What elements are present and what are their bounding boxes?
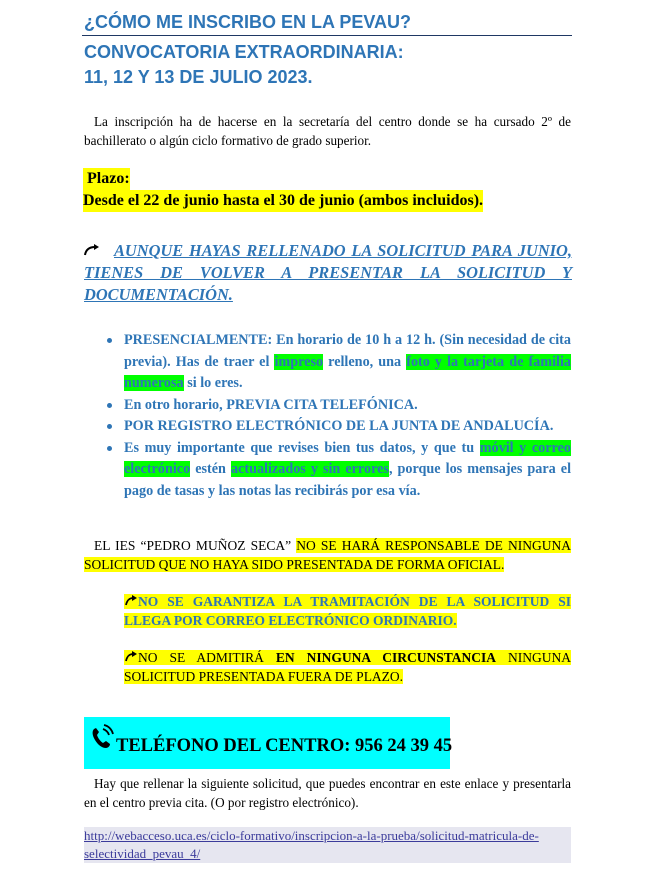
curved-arrow-icon <box>124 595 138 606</box>
phone-banner <box>84 717 453 769</box>
list-item-registro: POR REGISTRO ELECTRÓNICO DE LA JUNTA DE ANDALUCÍA. <box>105 416 571 438</box>
heading-line-1: ¿CÓMO ME INSCRIBO EN LA PEVAU? <box>84 12 412 32</box>
phone-number-text: TELÉFONO DEL CENTRO: 956 24 39 45 <box>116 736 453 756</box>
alert-heading-text: AUNQUE HAYAS RELLENADO LA SOLICITUD PARA JUNIO, TIENES DE VOLVER A PRESENTAR LA SOLICITUD Y DOCUMENTACIÓN. <box>84 241 572 304</box>
plazo-dates: Desde el 22 de junio hasta el 30 de junio (ambos incluidos). <box>83 190 483 212</box>
list-item-presencial: PRESENCIALMENTE: En horario de 10 h a 12 h. (Sin necesidad de cita previa). Has de traer el impreso relleno, una foto y la tarjeta de familia numerosa si lo eres. <box>105 330 571 395</box>
heading-line-3: 11, 12 Y 13 DE JULIO 2023. <box>84 67 313 87</box>
curved-arrow-icon <box>84 244 100 256</box>
bullet-dot <box>107 403 112 408</box>
warning-email: NO SE GARANTIZA LA TRAMITACIÓN DE LA SOLICITUD SI LLEGA POR CORREO ELECTRÓNICO ORDINARIO. <box>124 594 571 628</box>
plazo-label: Plazo: <box>83 168 130 190</box>
list-item-revisar-datos: Es muy importante que revises bien tus datos, y que tu móvil y correo electrónico estén actualizados y sin errores, porque los mensajes para el pago de tasas y las notas las recibirás por esa vía. <box>105 438 571 503</box>
heading-line-2: CONVOCATORIA EXTRAORDINARIA: <box>84 42 404 62</box>
list-item-otro-horario: En otro horario, PREVIA CITA TELEFÓNICA. <box>105 395 571 417</box>
curved-arrow-icon <box>124 651 138 662</box>
bullet-dot <box>107 424 112 429</box>
intro-paragraph: La inscripción ha de hacerse en la secretaría del centro donde se ha cursado 2º de bachillerato o algún ciclo formativo de grado superior. <box>84 114 571 148</box>
alert-heading-block <box>84 240 572 306</box>
warning-fuera-plazo: NO SE ADMITIRÁ EN NINGUNA CIRCUNSTANCIA NINGUNA SOLICITUD PRESENTADA FUERA DE PLAZO. <box>124 650 571 684</box>
footer-paragraph: Hay que rellenar la siguiente solicitud, que puedes encontrar en este enlace y presentarla en el centro previa cita. (O por registro electrónico). <box>84 776 571 810</box>
bullet-dot <box>107 446 112 451</box>
bullet-dot <box>107 338 112 343</box>
solicitud-link[interactable]: http://webacceso.uca.es/ciclo-formativo/inscripcion-a-la-prueba/solicitud-matricula-de-selectividad_pevau_4/ <box>84 827 571 863</box>
telephone-icon <box>88 723 116 753</box>
heading-rule <box>82 35 572 36</box>
instructions-list <box>105 330 571 502</box>
ies-disclaimer: EL IES “PEDRO MUÑOZ SECA” NO SE HARÁ RESPONSABLE DE NINGUNA SOLICITUD QUE NO HAYA SIDO PRESENTADA DE FORMA OFICIAL. <box>84 538 571 572</box>
